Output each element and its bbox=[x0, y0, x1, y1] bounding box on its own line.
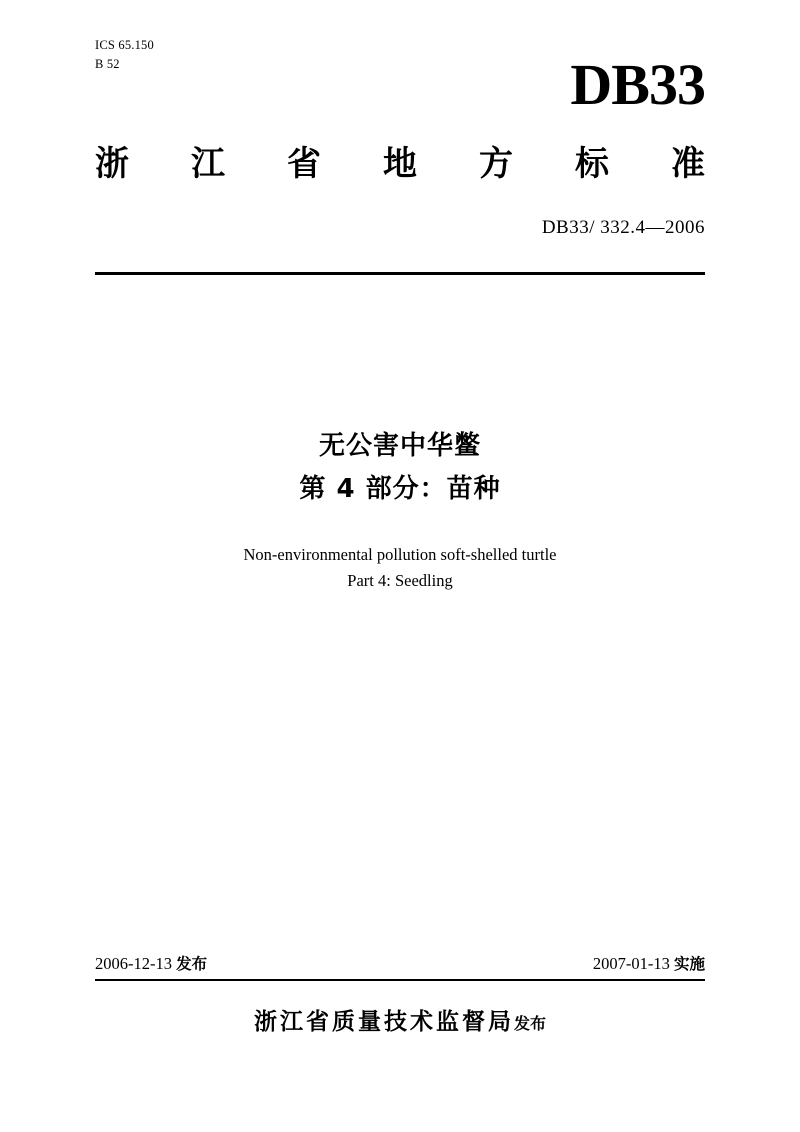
standard-type-char-6: 标 bbox=[575, 144, 609, 184]
issue-date: 2006-12-13 bbox=[95, 954, 172, 973]
db33-logo: DB33 bbox=[570, 52, 705, 117]
ics-code: ICS 65.150 bbox=[95, 38, 154, 52]
standard-type-title bbox=[95, 136, 705, 185]
effective-date-group bbox=[593, 952, 705, 974]
classification-code: B 52 bbox=[95, 57, 120, 72]
issuer-name: 浙江省质量技术监督局 bbox=[253, 1009, 514, 1035]
footer-divider bbox=[95, 979, 705, 981]
standard-number: DB33/ 332.4—2006 bbox=[541, 217, 705, 238]
issuer-suffix: 发布 bbox=[513, 1014, 546, 1033]
issuer-line bbox=[0, 1003, 800, 1036]
standard-type-char-1: 浙 bbox=[95, 144, 129, 184]
standard-type-char-7: 准 bbox=[671, 144, 705, 184]
document-title-cn-line2: 第 4 部分：苗种 bbox=[299, 473, 501, 504]
header-divider bbox=[95, 272, 705, 275]
ics-block bbox=[95, 36, 154, 75]
standard-type-char-3: 省 bbox=[287, 144, 321, 184]
issue-date-group bbox=[95, 952, 207, 974]
issue-label: 发布 bbox=[176, 955, 208, 973]
document-title-en-line2: Part 4: Seedling bbox=[347, 571, 453, 591]
document-title-cn-line1: 无公害中华鳖 bbox=[318, 431, 481, 461]
effective-label: 实施 bbox=[673, 955, 705, 973]
effective-date: 2007-01-13 bbox=[592, 954, 670, 973]
standard-type-char-4: 地 bbox=[383, 144, 417, 184]
date-row bbox=[95, 952, 705, 974]
standard-type-char-5: 方 bbox=[479, 144, 513, 184]
document-title-cn bbox=[0, 425, 800, 511]
document-title-en-line1: Non-environmental pollution soft-shelled turtle bbox=[243, 545, 557, 564]
standard-type-char-2: 江 bbox=[191, 144, 225, 184]
document-title-en bbox=[0, 542, 800, 595]
